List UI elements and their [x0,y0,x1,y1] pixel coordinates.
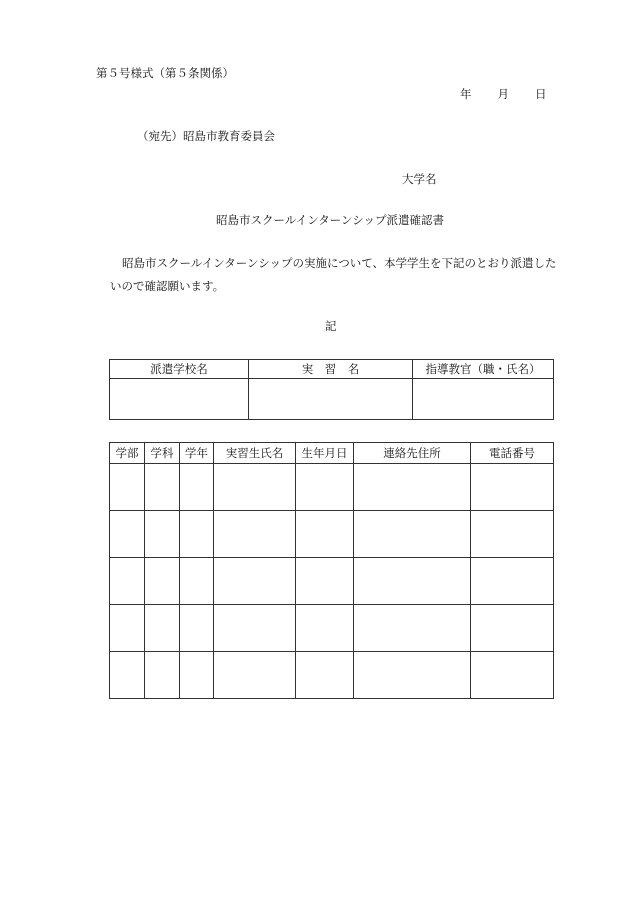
phone-cell[interactable] [471,652,554,699]
grade-cell[interactable] [180,464,214,511]
birthdate-cell[interactable] [296,464,354,511]
faculty-cell[interactable] [110,605,145,652]
header-grade: 学年 [180,443,214,464]
header-school-name: 派遣学校名 [110,360,249,379]
birthdate-cell[interactable] [296,652,354,699]
header-department: 学科 [145,443,180,464]
phone-cell[interactable] [471,464,554,511]
department-cell[interactable] [145,511,180,558]
form-number: 第５号様式（第５条関係） [96,66,234,80]
school-name-cell[interactable] [110,379,249,420]
table-row [110,558,554,605]
student-name-cell[interactable] [214,511,296,558]
date-line [460,89,547,101]
practice-name-cell[interactable] [249,379,413,420]
header-phone: 電話番号 [471,443,554,464]
phone-cell[interactable] [471,558,554,605]
table-row [110,379,554,420]
address-cell[interactable] [354,652,471,699]
table-row [110,652,554,699]
address-cell[interactable] [354,511,471,558]
student-name-cell[interactable] [214,464,296,511]
phone-cell[interactable] [471,511,554,558]
department-cell[interactable] [145,464,180,511]
date-day-label: 日 [535,87,547,101]
body-text-line-1: 昭島市スクールインターンシップの実施について、本学学生を下記のとおり派遣した [122,256,557,270]
phone-cell[interactable] [471,605,554,652]
table-row [110,605,554,652]
header-supervisor: 指導教官（職・氏名） [413,360,554,379]
header-faculty: 学部 [110,443,145,464]
dispatch-info-table [109,359,554,420]
faculty-cell[interactable] [110,558,145,605]
document-title: 昭島市スクールインターンシップ派遣確認書 [216,213,444,227]
student-info-table [109,442,554,699]
table-row [110,511,554,558]
department-cell[interactable] [145,558,180,605]
student-name-cell[interactable] [214,652,296,699]
addressee: （宛先）昭島市教育委員会 [137,129,275,143]
date-year-label: 年 [460,87,472,101]
grade-cell[interactable] [180,511,214,558]
university-name-label: 大学名 [402,172,437,186]
faculty-cell[interactable] [110,511,145,558]
faculty-cell[interactable] [110,464,145,511]
body-text-line-2: いので確認願います。 [110,279,225,293]
grade-cell[interactable] [180,605,214,652]
department-cell[interactable] [145,605,180,652]
header-address: 連絡先住所 [354,443,471,464]
header-birthdate: 生年月日 [296,443,354,464]
header-student-name: 実習生氏名 [214,443,296,464]
ki-heading: 記 [325,319,337,333]
birthdate-cell[interactable] [296,558,354,605]
table-header-row [110,443,554,464]
department-cell[interactable] [145,652,180,699]
birthdate-cell[interactable] [296,511,354,558]
address-cell[interactable] [354,605,471,652]
student-name-cell[interactable] [214,605,296,652]
address-cell[interactable] [354,558,471,605]
faculty-cell[interactable] [110,652,145,699]
grade-cell[interactable] [180,652,214,699]
date-month-label: 月 [497,87,509,101]
header-practice-name: 実 習 名 [249,360,413,379]
birthdate-cell[interactable] [296,605,354,652]
grade-cell[interactable] [180,558,214,605]
table-row [110,464,554,511]
supervisor-cell[interactable] [413,379,554,420]
address-cell[interactable] [354,464,471,511]
table-header-row [110,360,554,379]
student-name-cell[interactable] [214,558,296,605]
